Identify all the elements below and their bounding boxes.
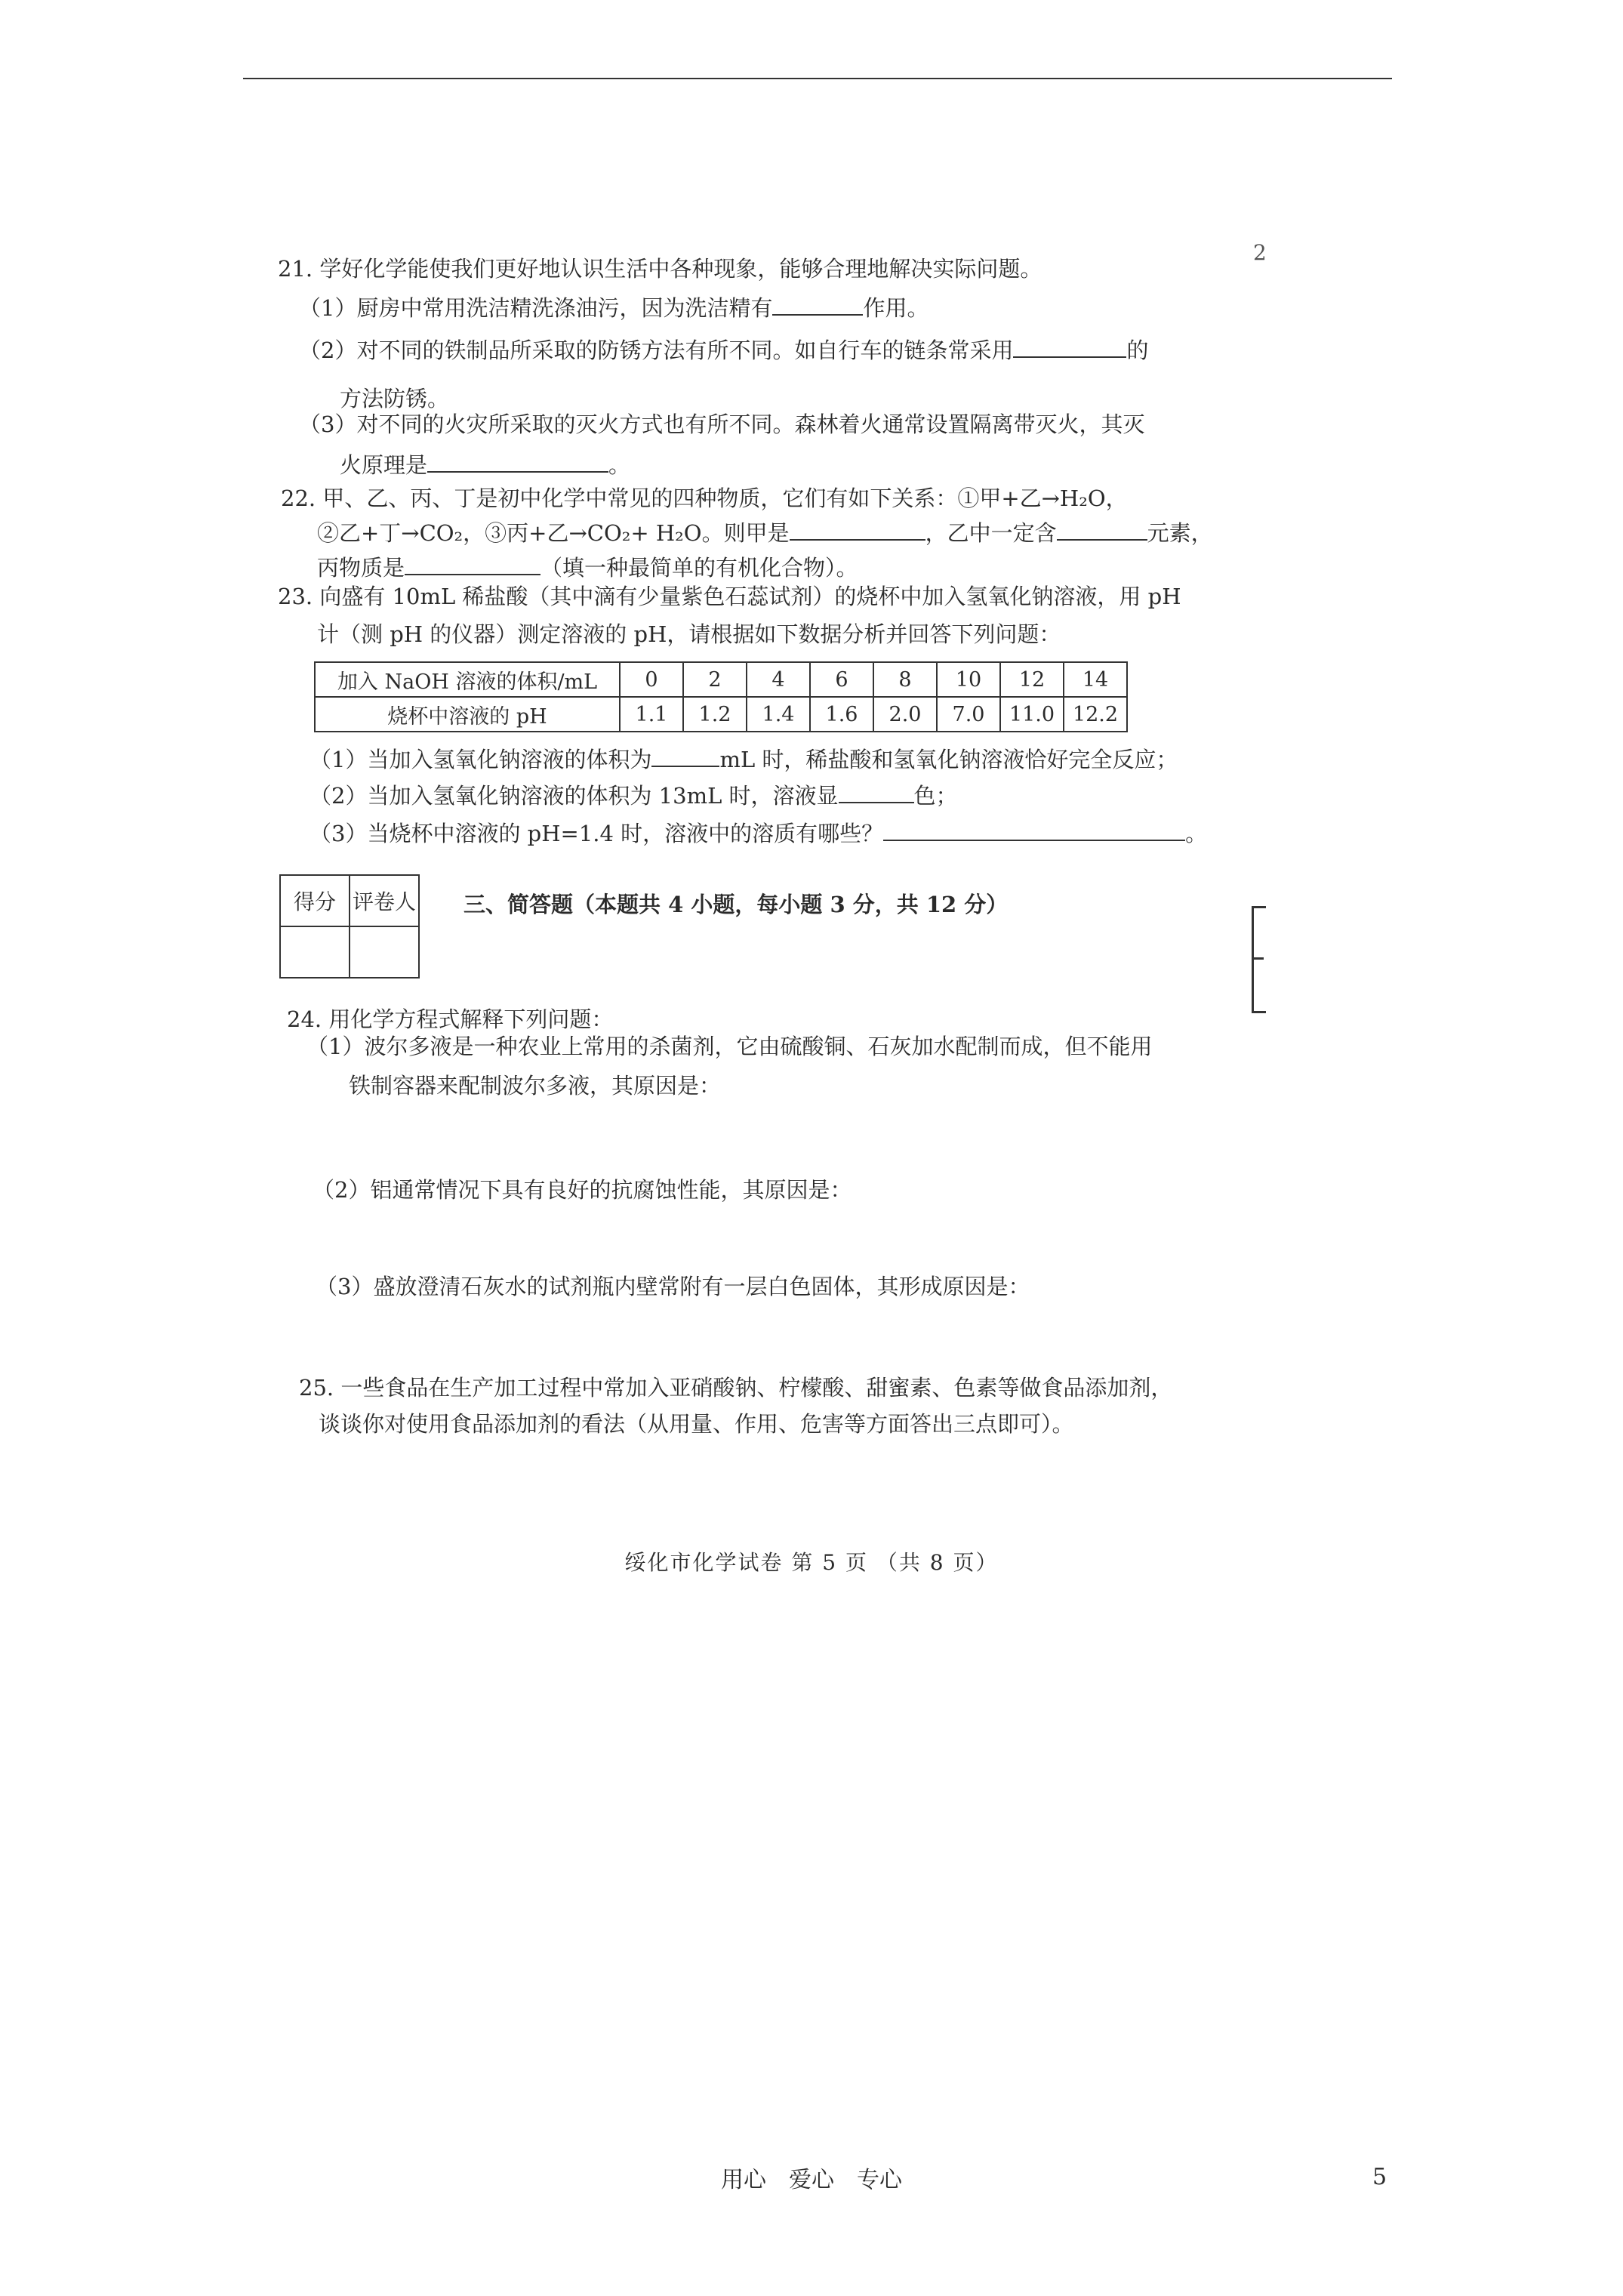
- table-cell: 2: [683, 662, 747, 697]
- q25-line2: 谈谈你对使用食品添加剂的看法（从用量、作用、危害等方面答出三点即可）。: [319, 1411, 1074, 1437]
- table-cell: 4: [747, 662, 810, 697]
- q21-part2-cont: 方法防锈。: [340, 386, 450, 411]
- table-cell: 1.2: [683, 697, 747, 732]
- score-label: 得分: [280, 875, 350, 926]
- q23-line1: 23. 向盛有 10mL 稀盐酸（其中滴有少量紫色石蕊试剂）的烧杯中加入氢氧化钠溶液，用 pH: [278, 584, 1181, 609]
- q23-blank3[interactable]: [883, 818, 1185, 841]
- q21-part1: （1）厨房中常用洗洁精洗涤油污，因为洗洁精有 作用。: [299, 293, 929, 323]
- margin-number: 2: [1253, 240, 1267, 265]
- q24-part3: （3）盛放澄清石灰水的试剂瓶内壁常附有一层白色固体，其形成原因是：: [316, 1274, 1030, 1299]
- score-box: [279, 874, 420, 978]
- table-row: [315, 662, 1127, 697]
- q23-line2: 计（测 pH 的仪器）测定溶液的 pH，请根据如下数据分析并回答下列问题：: [317, 621, 1061, 647]
- table-row-label: 加入 NaOH 溶液的体积/mL: [315, 662, 620, 697]
- table-cell: 7.0: [937, 697, 1000, 732]
- grader-label: 评卷人: [350, 875, 419, 926]
- header-rule: [243, 78, 1392, 79]
- table-row: [280, 875, 419, 926]
- q21-blank1[interactable]: [772, 293, 863, 316]
- table-cell: 2.0: [873, 697, 937, 732]
- q23-blank1[interactable]: [651, 744, 719, 767]
- page-number: 5: [1372, 2164, 1387, 2190]
- q25-line1: 25. 一些食品在生产加工过程中常加入亚硝酸钠、柠檬酸、甜蜜素、色素等做食品添加剂，: [299, 1375, 1173, 1401]
- table-row: [315, 697, 1127, 732]
- q21-part3: （3）对不同的火灾所采取的灭火方式也有所不同。森林着火通常设置隔离带灭火，其灭: [299, 411, 1145, 437]
- q21-blank3[interactable]: [427, 450, 608, 473]
- table-cell: 8: [873, 662, 937, 697]
- q22-blank2[interactable]: [1057, 518, 1147, 541]
- ph-data-table: [314, 661, 1128, 732]
- margin-bracket-tick: [1252, 957, 1264, 960]
- footer-motto: 用心 爱心 专心: [721, 2167, 902, 2193]
- q23-part3: （3）当烧杯中溶液的 pH=1.4 时，溶液中的溶质有哪些？ 。: [310, 818, 1207, 849]
- q23-part1: （1）当加入氢氧化钠溶液的体积为 mL 时，稀盐酸和氢氧化钠溶液恰好完全反应；: [310, 744, 1178, 775]
- table-cell: 11.0: [1000, 697, 1064, 732]
- q22-blank3[interactable]: [405, 553, 540, 575]
- q24-part1-cont: 铁制容器来配制波尔多液，其原因是：: [349, 1073, 722, 1099]
- table-row-label: 烧杯中溶液的 pH: [315, 697, 620, 732]
- q21-part3-cont: 火原理是 。: [340, 450, 630, 480]
- table-cell: 1.4: [747, 697, 810, 732]
- q24-stem: 24. 用化学方程式解释下列问题：: [287, 1006, 614, 1032]
- q21-stem: 21. 学好化学能使我们更好地认识生活中各种现象，能够合理地解决实际问题。: [278, 256, 1042, 282]
- q22-line1: 22. 甲、乙、丙、丁是初中化学中常见的四种物质，它们有如下关系：①甲+乙→H₂O，: [281, 485, 1128, 511]
- section3-title: 三、简答题（本题共 4 小题，每小题 3 分，共 12 分）: [463, 892, 1009, 917]
- table-row: [280, 926, 419, 978]
- q22-line2: ②乙+丁→CO₂，③丙+乙→CO₂+ H₂O。则甲是 ，乙中一定含 元素，: [317, 518, 1213, 548]
- table-cell: 1.6: [810, 697, 873, 732]
- table-cell: 6: [810, 662, 873, 697]
- grader-cell[interactable]: [350, 926, 419, 978]
- q22-blank1[interactable]: [790, 518, 925, 541]
- q24-part2: （2）铝通常情况下具有良好的抗腐蚀性能，其原因是：: [313, 1177, 852, 1203]
- table-cell: 14: [1064, 662, 1127, 697]
- table-cell: 0: [620, 662, 683, 697]
- q21-blank2[interactable]: [1013, 335, 1126, 358]
- q24-part1: （1）波尔多液是一种农业上常用的杀菌剂，它由硫酸铜、石灰加水配制而成，但不能用: [306, 1034, 1153, 1059]
- q23-blank2[interactable]: [839, 781, 914, 803]
- table-cell: 1.1: [620, 697, 683, 732]
- margin-bracket: [1252, 906, 1266, 1013]
- table-cell: 12: [1000, 662, 1064, 697]
- page-footer-title: 绥化市化学试卷 第 5 页 （共 8 页）: [624, 1550, 999, 1575]
- table-cell: 10: [937, 662, 1000, 697]
- table-cell: 12.2: [1064, 697, 1127, 732]
- q22-line3: 丙物质是 （填一种最简单的有机化合物）。: [317, 553, 858, 583]
- q23-part2: （2）当加入氢氧化钠溶液的体积为 13mL 时，溶液显 色；: [310, 781, 958, 811]
- score-cell[interactable]: [280, 926, 350, 978]
- q21-part2: （2）对不同的铁制品所采取的防锈方法有所不同。如自行车的链条常采用 的: [299, 335, 1148, 365]
